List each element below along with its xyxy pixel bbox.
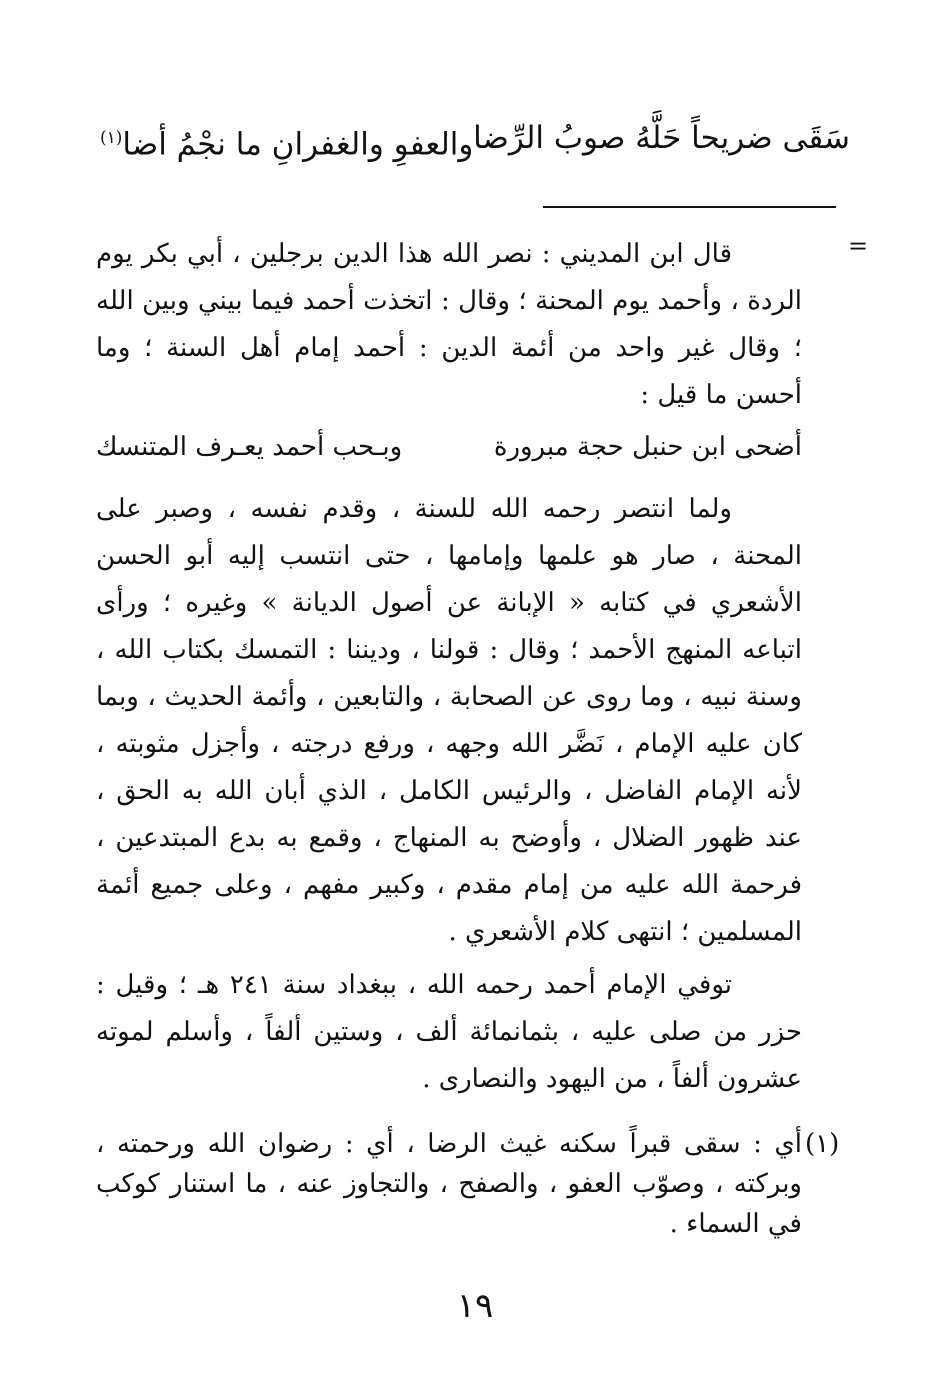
- verse-hemistich-1: سَقَى ضريحاً حَلَّهُ صوبُ الرِّضا: [473, 120, 850, 156]
- verse-hemistich-2: [100, 108, 473, 174]
- poem-hemistich-1: أضحى ابن حنبل حجة مبرورة: [493, 432, 802, 462]
- poem-line: [96, 424, 802, 471]
- poem-hemistich-2: وبـحب أحمد يعـرف المتنسك: [96, 432, 403, 462]
- page-number: ١٩: [456, 1286, 494, 1326]
- footnote-number: (١): [805, 1129, 840, 1159]
- footnote-reference: (١): [100, 128, 123, 148]
- footnote-text: أي : سقى قبراً سكنه غيث الرضا ، أي : رضوان الله ورحمته ، وبركته ، وصوّب العفو ، والصفح ، والتجاوز عنه ، ما استنار كوكب في السماء .: [96, 1129, 802, 1239]
- verse-line: [90, 108, 850, 168]
- paragraph-2: ولما انتصر رحمه الله للسنة ، وقدم نفسه ، وصبر على المحنة ، صار هو علمها وإمامها ، حتى انتسب إليه أبو الحسن الأشعري في كتابه « الإبانة عن أصول الديانة » وغيره ؛ ورأى اتباعه المنهج الأحمد ؛ وقال : قولنا ، وديننا : التمسك بكتاب الله ، وسنة نبيه ، وما روى عن الصحابة ، والتابعين ، وأئمة الحديث ، وبما كان عليه الإمام ، نَضَّر الله وجهه ، ورفع درجته ، وأجزل مثوبته ، لأنه الإمام الفاضل ، والرئيس الكامل ، الذي أبان الله به الحق ، عند ظهور الضلال ، وأوضح به المنهاج ، وقمع به بدع المبتدعين ، فرحمة الله عليه من إمام مقدم ، وكبير مفهم ، وعلى جميع أئمة المسلمين ؛ انتهى كلام الأشعري .: [96, 494, 802, 947]
- footnote-separator-rule: [543, 206, 836, 208]
- paragraph-3: توفي الإمام أحمد رحمه الله ، ببغداد سنة ٢٤١ هـ ؛ وقيل : حزر من صلى عليه ، بثمانمائة ألف ، وستين ألفاً ، وأسلم لموته عشرون ألفاً ، من اليهود والنصارى .: [96, 970, 802, 1094]
- paragraph-1: قال ابن المديني : نصر الله هذا الدين برجلين ، أبي بكر يوم الردة ، وأحمد يوم المحنة ؛ وقال : اتخذت أحمد فيما بيني وبين الله ؛ وقال غير واحد من أئمة الدين : أحمد إمام أهل السنة ؛ وما أحسن ما قيل :: [96, 239, 802, 410]
- verse-hemistich-2-text: والعفوِ والغفرانِ ما نجْمُ أضا: [122, 126, 474, 163]
- continuation-mark: =: [848, 232, 869, 260]
